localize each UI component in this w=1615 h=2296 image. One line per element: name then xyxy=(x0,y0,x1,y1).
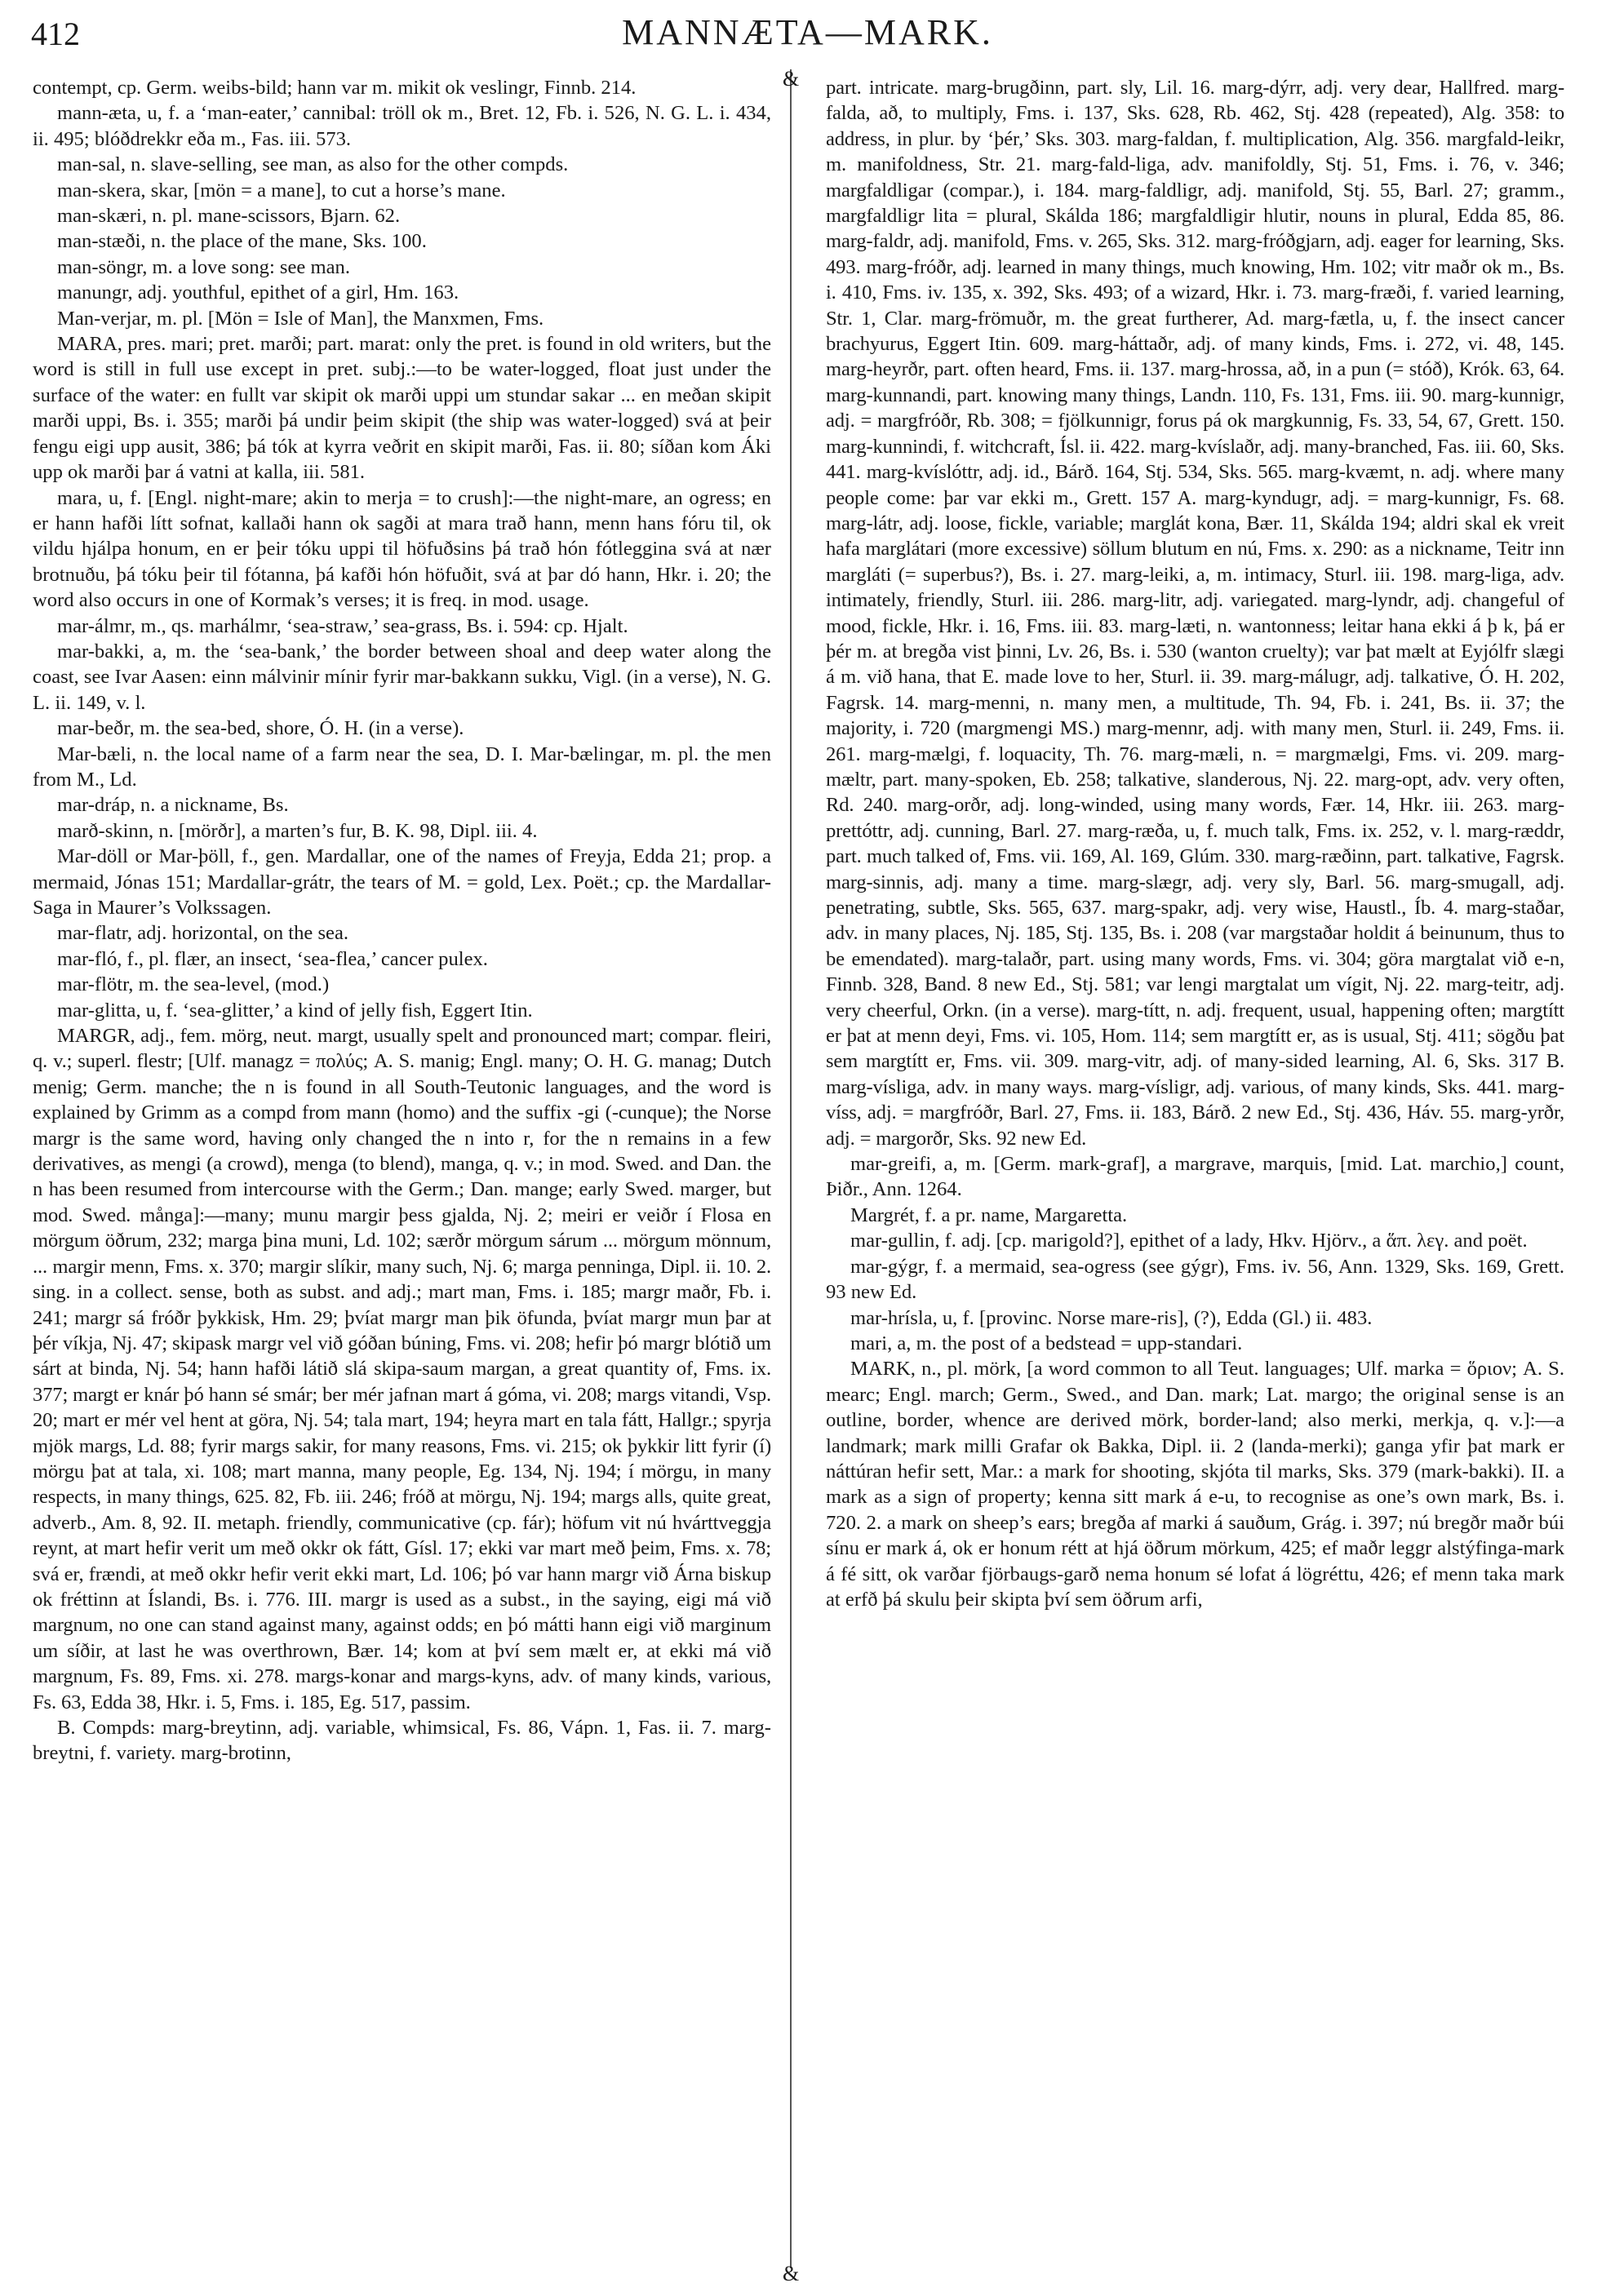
page-number: 412 xyxy=(31,16,80,52)
entry: B. Compds: marg-breytinn, adj. variable, whimsical, Fs. 86, Vápn. 1, Fas. ii. 7. marg-breytni, f. variety. marg-brotinn, xyxy=(33,1717,771,1765)
right-column xyxy=(826,75,1564,2270)
entry: part. intricate. marg-brugðinn, part. sly, Lil. 16. marg-dýrr, adj. very dear, Hallfred. marg-falda, að, to multiply, Fms. i. 137, Sks. 628, Rb. 462, Stj. 428 (repeated), Alg. 358: to address, in plur. by ‘þér,’ Sks. 303. marg-faldan, f. multiplication, Alg. 356. margfald-leikr, m. manifoldness, Str. 21. marg-fald-liga, adv. manifoldly, Stj. 51, Fms. i. 76, v. 346; margfaldligar (compar.), i. 184. marg-faldligr, adj. manifold, Stj. 55, Barl. 27; gramm., margfaldligr lita = plural, Skálda 186; margfaldligir hlutir, nouns in plural, Edda 85, 86. marg-faldr, adj. manifold, Fms. v. 265, Sks. 312. marg-fróðgjarn, adj. eager for learning, Sks. 493. marg-fróðr, adj. learned in many things, much knowing, Hm. 102; vitr maðr ok m., Bs. i. 410, Fms. iv. 135, x. 392, Sks. 493; of a wizard, Hkr. i. 73. marg-fræði, f. varied learning, Str. 1, Clar. marg-frömuðr, m. the great furtherer, Ad. marg-fætla, u, f. the insect cancer brachyurus, Eggert Itin. 609. marg-háttaðr, adj. of many kinds, Fms. i. 272, vi. 48, 145. marg-heyrðr, part. often heard, Fms. ii. 137. marg-hrossa, að, in a pun (= stóð), Krók. 63, 64. marg-kunnandi, part. knowing many things, Landn. 110, Fs. 131, Fms. iii. 90. marg-kunnigr, adj. = margfróðr, Rb. 308; = fjölkunnigr, forus pá ok margkunnig, Fs. 33, 54, 67, Grett. 150. marg-kunnindi, f. witchcraft, Ísl. ii. 422. marg-kvíslaðr, adj. many-branched, Fas. iii. 60, Sks. 441. marg-kvíslóttr, adj. id., Bárð. 164, Stj. 534, Sks. 565. marg-kvæmt, n. adj. where many people come: þar var ekki m., Grett. 157 A. marg-kyndugr, adj. = marg-kunnigr, Fs. 68. marg-látr, adj. loose, fickle, variable; marglát kona, Bær. 11, Skálda 194; aldri skal ek vreit hafa marglátari (more excessive) söllum blutum en nú, Fms. x. 290: as a nickname, Teitr inn margláti (= superbus?), Bs. i. 27. marg-leiki, a, m. intimacy, Sturl. iii. 198. marg-liga, adv. intimately, friendly, Sturl. iii. 286. marg-litr, adj. variegated. marg-lyndr, adj. changeful of mood, fickle, Hkr. i. 16, Fms. iii. 83. marg-læti, n. wantonness; leitar hana ekki á þ k, þá er þér m. at bregða vist þinni, Lv. 26, Bs. i. 530 (wanton cruelty); var þat mælt at Eyjólfr slægi á m. við hana, that E. made love to her, Sturl. ii. 39. marg-málugr, adj. talkative, Ó. H. 202, Fagrsk. 14. marg-menni, n. many men, a multitude, Th. 94, Fb. i. 241, Bs. ii. 37; the majority, i. 720 (margmengi MS.) marg-mennr, adj. with many men, Sturl. ii. 249, Fms. ii. 261. marg-mælgi, f. loquacity, Th. 76. marg-mæli, n. = margmælgi, Fms. vi. 209. marg-mæltr, part. many-spoken, Eb. 258; talkative, slanderous, Nj. 22. marg-opt, adv. very often, Rd. 240. marg-orðr, adj. long-winded, using many words, Fær. 14, Hkr. iii. 263. marg-prettóttr, adj. cunning, Barl. 27. marg-ræða, u, f. much talk, Fms. ix. 252, v. l. marg-ræddr, part. much talked of, Fms. vii. 169, Al. 169, Glúm. 330. marg-ræðinn, part. talkative, Fagrsk. marg-sinnis, adj. many a time. marg-slægr, adj. very sly, Barl. 56. marg-smugall, adj. penetrating, subtle, Sks. 565, 637. marg-spakr, adj. very wise, Haustl., Íb. 4. marg-staðar, adv. in many places, Nj. 185, Stj. 135, Bs. i. 208 (var margstaðar holdit á beinunum, thus to be emendated). marg-talaðr, part. using many words, Fms. vi. 304; göra margtalat við e-n, Finnb. 328, Band. 8 new Ed., Stj. 581; var lengi margtalat um vígit, Nj. 22. marg-teitr, adj. very cheerful, Orkn. (in a verse). marg-títt, n. adj. frequent, usual, happening often; margtítt er þat at menn deyi, Fms. vi. 105, Hom. 114; sem margtítt er, as is usual, Stj. 411; sögðu þat sem margtítt er, Fms. vii. 309. marg-vitr, adj. of many-sided learning, Al. 6, Sks. 317 B. marg-vísliga, adv. in many ways. marg-vísligr, adj. various, of many kinds, Sks. 441. marg-víss, adj. = margfróðr, Barl. 27, Fms. ii. 183, Bárð. 2 new Ed., Stj. 436, Háv. 55. marg-yrðr, adj. = margorðr, Sks. 92 new Ed. xyxy=(826,77,1564,1150)
entry: mar-beðr, m. the sea-bed, shore, Ó. H. (in a verse). xyxy=(57,717,464,740)
ornament-bottom: & xyxy=(783,2262,800,2285)
entry: mar-álmr, m., qs. marhálmr, ‘sea-straw,’ sea-grass, Bs. i. 594: cp. Hjalt. xyxy=(57,614,628,637)
entry: mar-dráp, n. a nickname, Bs. xyxy=(57,794,289,817)
entry: mari, a, m. the post of a bedstead = upp-standari. xyxy=(850,1332,1243,1354)
entry: mar-hrísla, u, f. [provinc. Norse mare-ris], (?), Edda (Gl.) ii. 483. xyxy=(850,1306,1373,1329)
entry: man-skera, skar, [mön = a mane], to cut a horse’s mane. xyxy=(57,179,506,202)
entry: man-sal, n. slave-selling, see man, as also for the other compds. xyxy=(57,153,569,176)
entry: Mar-bæli, n. the local name of a farm near the sea, D. I. Mar-bælingar, m. pl. the men from M., Ld. xyxy=(33,742,771,791)
running-head: MANNÆTA—MARK. xyxy=(622,12,993,52)
entry: man-skæri, n. pl. mane-scissors, Bjarn. 62. xyxy=(57,205,401,228)
entry: MARA, pres. mari; pret. marði; part. marat: only the pret. is found in old writers, but the word is still in full use except in pret. subj.:—to be water-logged, float just under the surface of the water: en fullt var skipit ok marði uppi um stundar sakar ... en meðan skipit marði uppi, Bs. i. 355; marði þá undir þeim skipit (the ship was water-logged) svá at þeir fengu eigi upp ausit, 386; þá tók at kyrra veðrit en skipit marði, Fas. ii. 80; síðan kom Áki upp ok marði þar á vatni at kalla, iii. 581. xyxy=(33,333,771,484)
entry: mar-bakki, a, m. the ‘sea-bank,’ the border between shoal and deep water along the coast, see Ivar Aasen: einn málvinir mínir fyrir mar-bakkann sukku, Vigl. (in a verse), N. G. L. ii. 149, v. l. xyxy=(33,640,771,714)
entry: mar-gullin, f. adj. [cp. marigold?], epithet of a lady, Hkv. Hjörv., a ἅπ. λεγ. and poët. xyxy=(850,1230,1528,1252)
entry: MARK, n., pl. mörk, [a word common to all Teut. languages; Ulf. marka = ὅριον; A. S. mearc; Engl. march; Germ., Swed., and Dan. mark; Lat. margo; the original sense is an outline, border, whence are derived mörk, border-land; also merki, merkja, q. v.]:—a landmark; mark milli Grafar ok Bakka, Dipl. ii. 2 (landa-merki); ganga yfir þat mark er náttúran hefir sett, Mar.: a mark for shooting, skjóta til marks, Sks. 379 (mark-bakki). II. a mark as a sign of property; kenna sitt mark á e-u, to recognise as one’s own mark, Bs. i. 720. 2. a mark on sheep’s ears; bregða af marki á sauðum, Grág. i. 397; nú bregðr maðr búi sínu er mark á, ok er honum rétt at hjá öðrum mörkum, 425; ef maðr leggr alstýfinga-mark á fé sitt, ok varðar fjörbaugs-garð nema honum sé lofat á lögréttu, 426; ef menn taka mark at erfð þá skulu þeir skipta því sem öðrum arfi, xyxy=(826,1358,1564,1611)
entry: mar-flatr, adj. horizontal, on the sea. xyxy=(57,922,349,945)
entry: Man-verjar, m. pl. [Mön = Isle of Man], the Manxmen, Fms. xyxy=(57,307,544,330)
entry: MARGR, adj., fem. mörg, neut. margt, usually spelt and pronounced mart; compar. fleiri, q. v.; superl. flestr; [Ulf. managz = πολύς; A. S. manig; Engl. many; O. H. G. manag; Dutch menig; Germ. manche; the n is found in all South-Teutonic languages, and the word is explained by Grimm as a compd from mann (homo) and the suffix -gi (-cunque); the Norse margr is the same word, having only changed the n into r, for the n remains in a few derivatives, as mengi (a crowd), menga (to blend), manga, q. v.; in mod. Swed. and Dan. the n has been resumed from intercourse with the Germ.; Dan. mange; early Swed. marger, but mod. Swed. många]:—many; munu margir þess gjalda, Nj. 2; meiri er veiðr í Flosa en mörgum öðrum, 232; marga þina muni, Ld. 102; særðr mörgum sárum ... mörgum mönnum, ... margir menn, Fms. x. 370; margir slíkir, many such, Nj. 6; marga penninga, Dipl. ii. 10. 2. sing. in a collect. sense, both as subst. and adj.; mart man, Fms. i. 185; margr maðr, Fb. i. 241; margr sá fróðr þykkisk, Hm. 29; þvíat margr man þik öfunda, þvíat margr mun þar at þér víkja, Nj. 47; skipask margr vel við góðan búning, Fms. vi. 208; hefir þó margr blótið um sárt at binda, Nj. 54; hann hafði látið slá skipa-saum margan, a great quantity of, Fms. ix. 377; margt er knár þó hann sé smár; ber mér jafnan mart á góma, vi. 208; margs vitandi, Vsp. 20; mart er mér vel hent at göra, Nj. 54; tala mart, 194; heyra mart en tala fátt, Hallgr.; spyrja mjök margs, Ld. 88; fyrir margs sakir, for many reasons, Fms. vi. 215; ok þykkir litt fyrir (í) mörgu þat at tala, xi. 108; mart manna, many people, Eg. 134, Nj. 194; í mörgu, in many respects, in many things, 625. 82, Fb. iii. 246; fróð at mörgu, Nj. 194; margs alls, quite great, adverb., Am. 8, 92. II. metaph. friendly, communicative (cp. fár); höfum vit nú hvárttveggja reynt, at mart hefir verit um með okkr ok fátt, Gísl. 17; ekki var mart með þeim, Fms. x. 78; svá er, frændi, at með okkr hefir verit ekki mart, Ld. 106; þó var hann margr við Árna biskup ok fréttinn at Íslandi, Bs. i. 776. III. margr is used as a subst., in the saying, eigi má við margnum, no one can stand against many, against odds; en þó mátti hann eigi við marginum um síðir, at last he was overthrown, Bær. 14; kom at því sem mælt er, at ekki má við margnum, Fs. 89, Fms. xi. 278. margs-konar and margs-kyns, adv. of many kinds, various, Fs. 63, Edda 38, Hkr. i. 5, Fms. i. 185, Eg. 517, passim. xyxy=(33,1025,771,1713)
entry: man-söngr, m. a love song: see man. xyxy=(57,255,350,278)
entry: contempt, cp. Germ. weibs-bild; hann var m. mikit ok veslingr, Finnb. 214. xyxy=(33,77,637,99)
entry: marð-skinn, n. [mörðr], a marten’s fur, B. K. 98, Dipl. iii. 4. xyxy=(57,819,538,842)
entry: mar-flötr, m. the sea-level, (mod.) xyxy=(57,973,330,996)
entry: mar-greifi, a, m. [Germ. mark-graf], a margrave, marquis, [mid. Lat. marchio,] count, Þiðr., Ann. 1264. xyxy=(826,1153,1564,1201)
entry: mar-gýgr, f. a mermaid, sea-ogress (see gýgr), Fms. iv. 56, Ann. 1329, Sks. 169, Grett. 93 new Ed. xyxy=(826,1255,1564,1304)
entry: manungr, adj. youthful, epithet of a girl, Hm. 163. xyxy=(57,281,459,304)
entry: Mar-döll or Mar-þöll, f., gen. Mardallar, one of the names of Freyja, Edda 21; prop. a mermaid, Jónas 151; Mardallar-grátr, the tears of M. = gold, Lex. Poët.; cp. the Mardallar-Saga in Maurer’s Volkssagen. xyxy=(33,845,771,919)
ornament-top: & xyxy=(783,67,800,91)
entry: man-stæði, n. the place of the mane, Sks. 100. xyxy=(57,230,427,253)
column-divider xyxy=(790,69,792,2268)
entry: mara, u, f. [Engl. night-mare; akin to merja = to crush]:—the night-mare, an ogress; en er hann hafði lítt sofnat, kallaði hann ok sagði at mara trað hann, menn hans fóru til, ok vildu hjálpa honum, en er þeir tóku uppi til höfuðsins þá trað hón fótleggina svá at nær brotnuðu, þá tóku þeir til fótanna, þá kafði hón höfuðit, svá at þar dó hann, Hkr. i. 20; the word also occurs in one of Kormak’s verses; it is freq. in mod. usage. xyxy=(33,486,771,612)
left-column xyxy=(33,75,771,2270)
entry: mar-glitta, u, f. ‘sea-glitter,’ a kind of jelly fish, Eggert Itin. xyxy=(57,999,533,1022)
entry: Margrét, f. a pr. name, Margaretta. xyxy=(850,1203,1128,1226)
entry: mar-fló, f., pl. flær, an insect, ‘sea-flea,’ cancer pulex. xyxy=(57,947,488,970)
entry: mann-æta, u, f. a ‘man-eater,’ cannibal: tröll ok m., Bret. 12, Fb. i. 526, N. G. L. i. 434, ii. 495; blóðdrekkr eða m., Fas. iii. 573. xyxy=(33,102,771,150)
